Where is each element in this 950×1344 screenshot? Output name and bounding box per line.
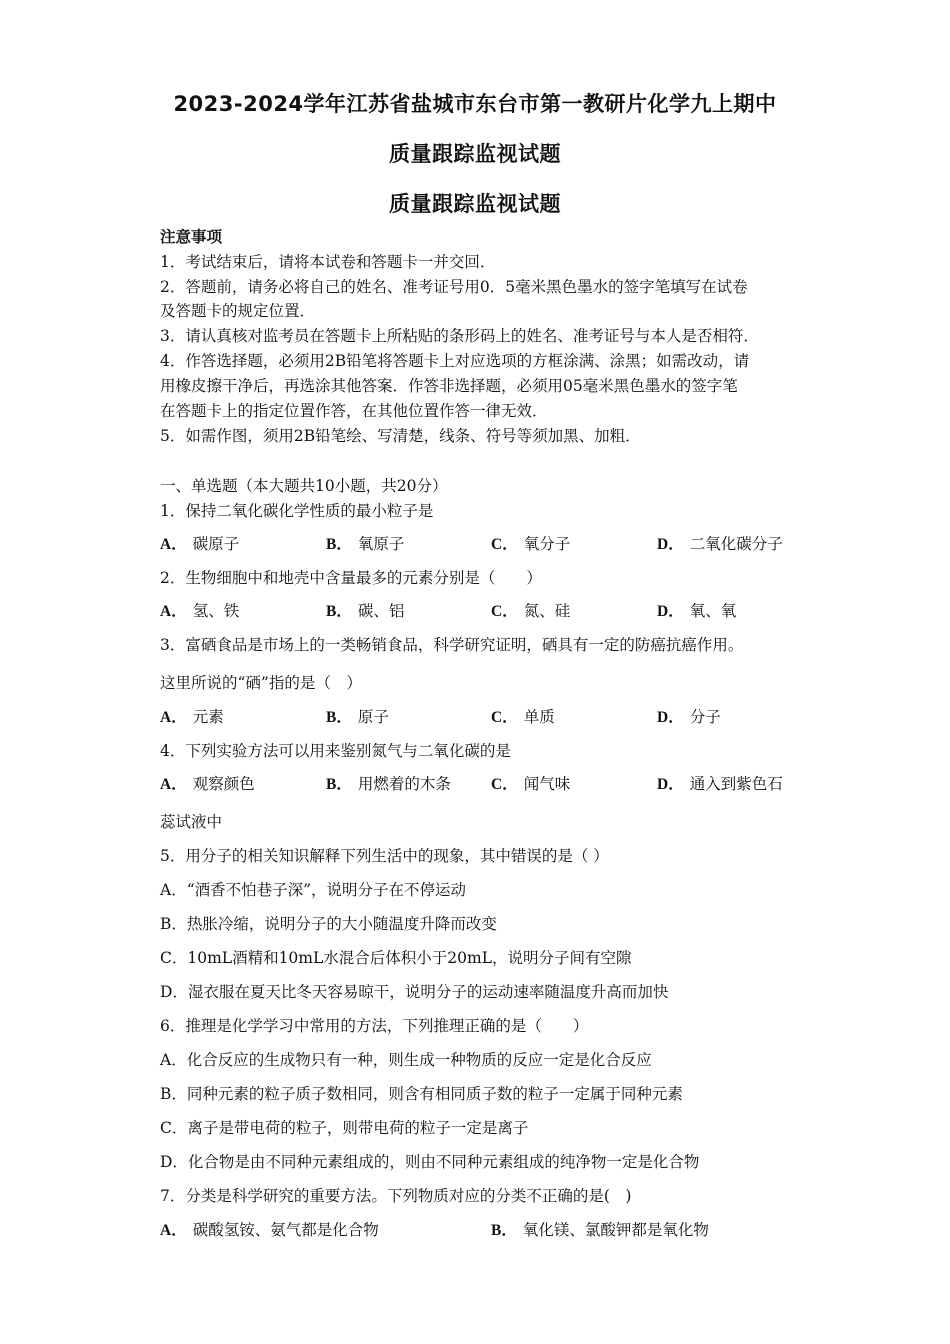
option-c [491,707,555,728]
option-text: 闻气味 [523,775,571,793]
notice-line: 在答题卡上的指定位置作答，在其他位置作答一律无效． [160,402,548,420]
question-stem: 3．富硒食品是市场上的一类畅销食品，科学研究证明，硒具有一定的防癌抗癌作用。 [160,636,744,654]
option-d [657,707,721,728]
notice-line: 1．考试结束后，请将本试卷和答题卡一并交回． [160,253,496,271]
option-text: 氧分子 [523,535,571,553]
option-text: 二氧化碳分子 [689,535,783,553]
page-title: 2023-2024学年江苏省盐城市东台市第一教研片化学九上期中 [173,92,777,116]
notice-line: 2．答题前，请务必将自己的姓名、准考证号用0．5毫米黑色墨水的签字笔填写在试卷 [160,278,748,296]
option-d [657,601,736,622]
option-a [160,774,255,795]
option-b [326,534,404,555]
option-b [326,707,389,728]
question-stem-continued: 这里所说的“硒”指的是（ ） [160,674,362,692]
option-letter: A． [160,603,187,620]
option-a: A．化合反应的生成物只有一种，则生成一种物质的反应一定是化合反应 [160,1051,652,1069]
option-c: C．离子是带电荷的粒子，则带电荷的粒子一定是离子 [160,1119,529,1137]
question-stem: 6．推理是化学学习中常用的方法，下列推理正确的是（ ） [160,1017,589,1035]
page-subtitle-repeat: 质量跟踪监视试题 [389,192,561,216]
page-subtitle: 质量跟踪监视试题 [389,142,561,166]
option-text: 碳酸氢铵、氨气都是化合物 [192,1221,379,1239]
option-text: 氧、氧 [689,602,737,620]
option-text: 氮、硅 [523,602,571,620]
option-letter: C． [491,603,518,620]
notice-line: 5．如需作图，须用2B铅笔绘、写清楚，线条、符号等须加黑、加粗． [160,427,641,445]
option-b: B．热胀冷缩，说明分子的大小随温度升降而改变 [160,915,497,933]
option-b [326,774,451,795]
option-c [491,774,570,795]
option-text: 原子 [357,708,389,726]
option-letter: D． [657,603,684,620]
notice-line: 用橡皮擦干净后，再选涂其他答案．作答非选择题，必须用05毫米黑色墨水的签字笔 [160,377,738,395]
option-b [326,601,404,622]
option-letter: B． [326,536,352,553]
notice-line: 4．作答选择题，必须用2B铅笔将答题卡上对应选项的方框涂满、涂黑；如需改动，请 [160,352,750,370]
option-text: 氧原子 [357,535,405,553]
option-text: 元素 [192,708,224,726]
option-text: 通入到紫色石 [689,775,783,793]
notice-heading: 注意事项 [160,227,223,246]
question-stem: 5．用分子的相关知识解释下列生活中的现象，其中错误的是（ ） [160,847,609,865]
option-b: B．同种元素的粒子质子数相同，则含有相同质子数的粒子一定属于同种元素 [160,1085,683,1103]
option-letter: A． [160,1222,187,1239]
option-letter: D． [657,776,684,793]
option-b [491,1220,709,1241]
option-letter: B． [326,603,352,620]
option-letter: D． [657,536,684,553]
option-text: 氧化镁、氯酸钾都是氧化物 [522,1221,709,1239]
option-letter: B． [326,709,352,726]
option-letter: C． [491,776,518,793]
option-d: D．湿衣服在夏天比冬天容易晾干，说明分子的运动速率随温度升高而加快 [160,983,669,1001]
option-c [491,534,570,555]
option-d [657,534,783,555]
option-c: C．10mL酒精和10mL水混合后体积小于20mL，说明分子间有空隙 [160,949,632,967]
option-a: A．“酒香不怕巷子深”，说明分子在不停运动 [160,881,467,899]
option-letter: C． [491,709,518,726]
option-a [160,1220,379,1241]
option-text: 碳原子 [192,535,240,553]
option-letter: A． [160,776,187,793]
option-letter: D． [657,709,684,726]
question-stem: 7．分类是科学研究的重要方法。下列物质对应的分类不正确的是( ) [160,1187,632,1205]
notice-line: 及答题卡的规定位置． [160,302,316,320]
question-stem: 4．下列实验方法可以用来鉴别氮气与二氧化碳的是 [160,742,511,760]
option-c [491,601,570,622]
notice-line: 3．请认真核对监考员在答题卡上所粘贴的条形码上的姓名、准考证号与本人是否相符． [160,327,759,345]
option-text: 碳、铝 [357,602,405,620]
option-a [160,707,224,728]
option-text: 分子 [689,708,721,726]
option-text: 用燃着的木条 [357,775,451,793]
option-letter: C． [491,536,518,553]
option-text: 氢、铁 [192,602,240,620]
option-letter: B． [491,1222,517,1239]
option-d-continued: 蕊试液中 [160,813,223,831]
option-letter: B． [326,776,352,793]
option-a [160,534,239,555]
option-letter: A． [160,536,187,553]
option-text: 观察颜色 [192,775,255,793]
option-d [657,774,783,795]
section-heading: 一、单选题（本大题共10小题，共20分） [160,477,448,495]
question-stem: 2．生物细胞中和地壳中含量最多的元素分别是（ ） [160,569,542,587]
option-a [160,601,239,622]
option-letter: A． [160,709,187,726]
option-text: 单质 [523,708,555,726]
question-stem: 1．保持二氧化碳化学性质的最小粒子是 [160,502,434,520]
option-d: D．化合物是由不同种元素组成的，则由不同种元素组成的纯净物一定是化合物 [160,1153,700,1171]
